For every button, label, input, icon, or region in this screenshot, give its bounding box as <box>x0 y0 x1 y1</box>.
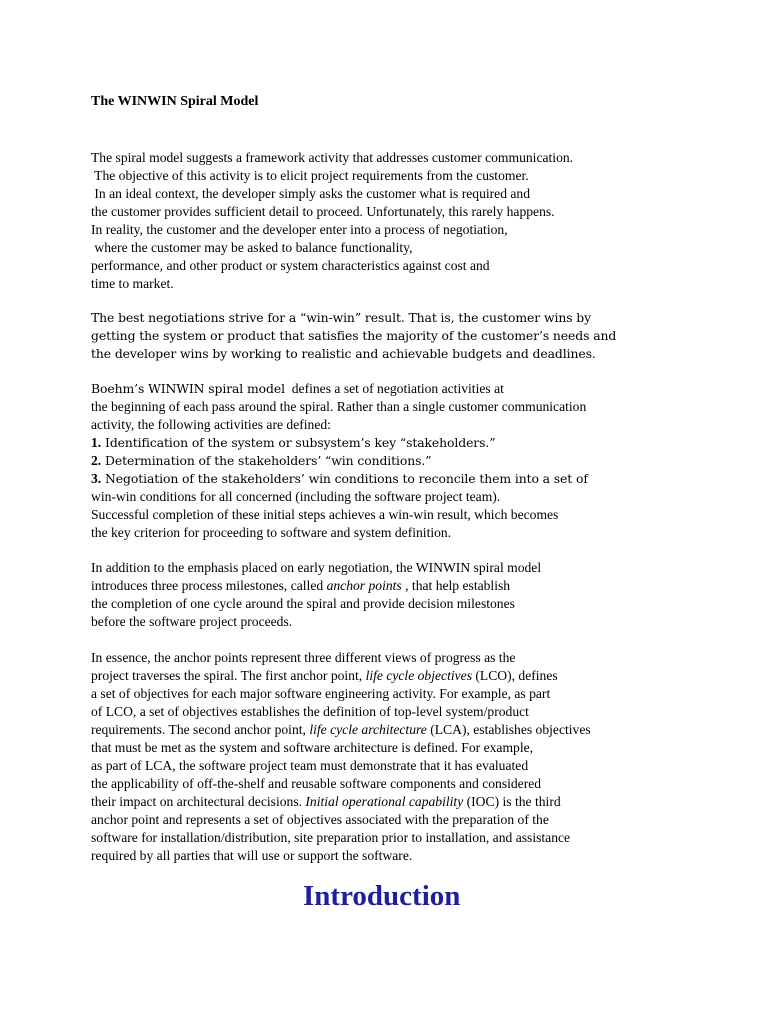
list-item <box>91 452 588 470</box>
text-line: The best negotiations strive for a “win-win” result. That is, the customer wins by <box>91 310 592 325</box>
text-line: as part of LCA, the software project team must demonstrate that it has evaluated <box>91 758 529 773</box>
text-line: In addition to the emphasis placed on early negotiation, the WINWIN spiral model <box>91 560 542 575</box>
text-line: getting the system or product that satisfies the majority of the customer’s needs and <box>91 328 617 343</box>
paragraph-negotiations <box>91 309 616 363</box>
text-line: the developer wins by working to realistic and achievable budgets and deadlines. <box>91 346 596 361</box>
text-line: the beginning of each pass around the spiral. Rather than a single customer communication <box>91 399 587 414</box>
paragraph-anchor-points <box>91 559 541 631</box>
text-line: In an ideal context, the developer simply asks the customer what is required and <box>91 186 531 201</box>
document-title: The WINWIN Spiral Model <box>91 94 259 109</box>
text-line: the customer provides sufficient detail to proceed. Unfortunately, this rarely happens. <box>91 204 555 219</box>
text-line: required by all parties that will use or support the software. <box>91 848 413 863</box>
text-segment: (IOC) is the third <box>463 794 561 809</box>
text-line: of LCO, a set of objectives establishes the definition of top-level system/product <box>91 704 529 719</box>
text-line: win-win conditions for all concerned (including the software project team). <box>91 489 501 504</box>
text-line <box>91 380 588 398</box>
text-line: performance, and other product or system characteristics against cost and <box>91 258 490 273</box>
list-text: Identification of the system or subsystem’s key “stakeholders.” <box>101 435 496 450</box>
text-line: The spiral model suggests a framework activity that addresses customer communication. <box>91 150 574 165</box>
text-segment: (LCO), defines <box>471 668 558 683</box>
emphasis-term: life cycle objectives <box>365 668 472 683</box>
text-line: activity, the following activities are defined: <box>91 417 331 432</box>
text-line: time to market. <box>91 276 174 291</box>
text-line: In reality, the customer and the developer enter into a process of negotiation, <box>91 222 508 237</box>
text-segment: requirements. The second anchor point, <box>91 722 310 737</box>
text-line: Successful completion of these initial steps achieves a win-win result, which becomes <box>91 507 559 522</box>
text-line: where the customer may be asked to balance functionality, <box>91 240 413 255</box>
text-line <box>91 793 591 811</box>
list-item <box>91 470 588 488</box>
text-line: anchor point and represents a set of objectives associated with the preparation of the <box>91 812 549 827</box>
text-line: a set of objectives for each major software engineering activity. For example, as part <box>91 686 551 701</box>
list-number: 1. <box>91 435 102 450</box>
text-line <box>91 667 591 685</box>
text-line: the applicability of off-the-shelf and reusable software components and considered <box>91 776 542 791</box>
text-segment: Boehm’s WINWIN spiral model <box>91 381 285 396</box>
paragraph-winwin-activities <box>91 380 588 542</box>
list-text: Determination of the stakeholders’ “win conditions.” <box>101 453 432 468</box>
emphasis-term: Initial operational capability <box>305 794 464 809</box>
list-number: 2. <box>91 453 102 468</box>
list-number: 3. <box>91 471 102 486</box>
text-line: In essence, the anchor points represent three different views of progress as the <box>91 650 516 665</box>
emphasis-term: anchor points <box>326 578 402 593</box>
emphasis-term: life cycle architecture <box>309 722 427 737</box>
text-line: the key criterion for proceeding to software and system definition. <box>91 525 452 540</box>
text-segment: introduces three process milestones, called <box>91 578 327 593</box>
text-line <box>91 577 541 595</box>
text-line <box>91 721 591 739</box>
text-line: that must be met as the system and software architecture is defined. For example, <box>91 740 534 755</box>
text-segment: project traverses the spiral. The first anchor point, <box>91 668 366 683</box>
paragraph-spiral-intro <box>91 149 573 293</box>
text-segment: (LCA), establishes objectives <box>426 722 591 737</box>
paragraph-milestones <box>91 649 591 865</box>
text-segment: defines a set of negotiation activities at <box>284 381 504 396</box>
list-text: Negotiation of the stakeholders’ win conditions to reconcile them into a set of <box>101 471 588 486</box>
section-heading-introduction: Introduction <box>303 880 461 912</box>
list-item <box>91 434 588 452</box>
text-segment: , that help establish <box>401 578 511 593</box>
text-line: software for installation/distribution, site preparation prior to installation, and assistance <box>91 830 571 845</box>
text-line: The objective of this activity is to elicit project requirements from the customer. <box>91 168 529 183</box>
text-segment: their impact on architectural decisions. <box>91 794 306 809</box>
text-line: before the software project proceeds. <box>91 614 293 629</box>
text-line: the completion of one cycle around the spiral and provide decision milestones <box>91 596 515 611</box>
